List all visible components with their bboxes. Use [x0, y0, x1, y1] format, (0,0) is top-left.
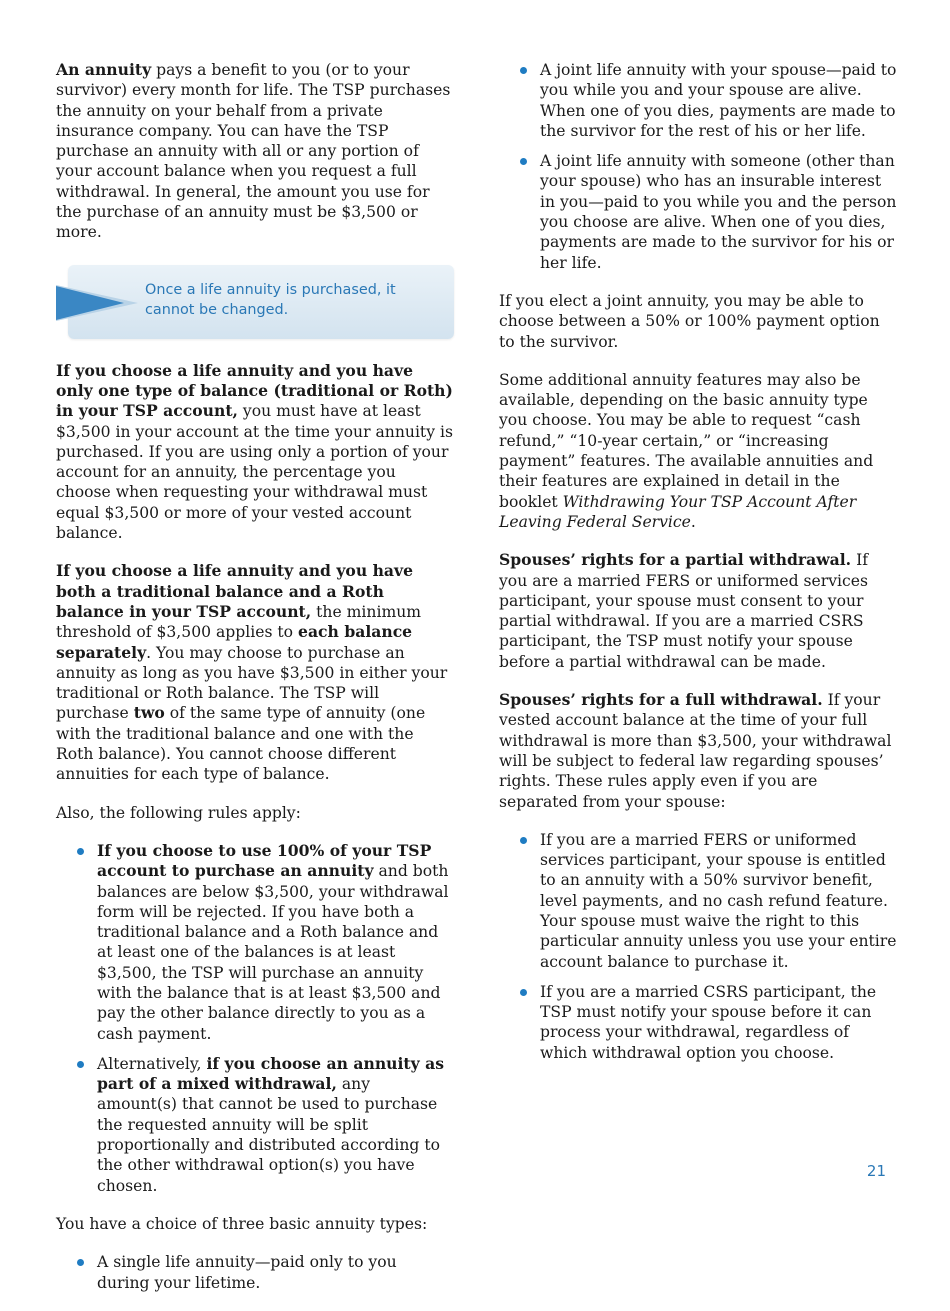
rules-list	[56, 841, 454, 1196]
rules-intro: Also, the following rules apply:	[56, 803, 301, 822]
spouse-rules-list	[499, 830, 899, 1063]
joint-option-paragraph: If you elect a joint annuity, you may be able to choose between a 50% or 100% payment option to the survivor.	[499, 291, 880, 351]
full-withdrawal-paragraph: Spouses’ rights for a full withdrawal. If your vested account balance at the time of your full withdrawal is more than $3,500, your withdrawal will be subject to federal law regarding spouses’ rights. These rules apply even if you are separated from your spouse:	[499, 690, 892, 811]
annuity-types-list-continued	[499, 60, 899, 273]
page-number: 21	[866, 1162, 886, 1180]
both-balances-paragraph: If you choose a life annuity and you have both a traditional balance and a Roth balance in your TSP account, the minimum threshold of $3,500 applies to each balance separately. You may choose to purchase an annuity as long as you have $3,500 in either your traditional or Roth balance. The TSP will purchase two of the same type of annuity (one with the traditional balance and one with the Roth balance). You cannot choose different annuities for each type of balance.	[56, 561, 448, 784]
left-column	[56, 60, 454, 1311]
annuity-types-list	[56, 1252, 454, 1293]
list-item: A joint life annuity with your spouse—paid to you while you and your spouse are alive. When one of you dies, payments are made to the survivor for the rest of his or her life.	[499, 60, 899, 141]
booklet-title: Withdrawing Your TSP Account After Leaving Federal Service	[499, 492, 857, 531]
annuity-intro-paragraph: An annuity pays a benefit to you (or to your survivor) every month for life. The TSP purchases the annuity on your behalf from a private insurance company. You can have the TSP purchase an annuity with all or any portion of your account balance when you request a full withdrawal. In general, the amount you use for the purchase of an annuity must be $3,500 or more.	[56, 60, 451, 242]
callout-box	[68, 265, 454, 339]
features-paragraph: Some additional annuity features may also be available, depending on the basic annuity type you choose. You may be able to request “cash refund,” “10-year certain,” or “increasing payment” features. The available annuities and their features are explained in detail in the booklet Withdrawing Your TSP Account After Leaving Federal Service.	[499, 370, 874, 531]
one-balance-paragraph: If you choose a life annuity and you have only one type of balance (traditional or Roth) in your TSP account, you must have at least $3,500 in your account at the time your annuity is purchased. If you are using only a portion of your account for an annuity, the percentage you choose when requesting your withdrawal must equal $3,500 or more of your vested account balance.	[56, 360, 453, 543]
right-column	[499, 60, 899, 1081]
partial-withdrawal-paragraph: Spouses’ rights for a partial withdrawal. If you are a married FERS or uniformed services participant, your spouse must consent to your partial withdrawal. If you are a married CSRS participant, the TSP must notify your spouse before a partial withdrawal can be made.	[499, 550, 869, 671]
list-item: If you are a married FERS or uniformed services participant, your spouse is entitled to an annuity with a 50% survivor benefit, level payments, and no cash refund feature. Your spouse must waive the right to this particular annuity unless you use your entire account balance to purchase it.	[499, 830, 899, 972]
list-item: A joint life annuity with someone (other than your spouse) who has an insurable interest in you—paid to you while you and the person you choose are alive. When one of you dies, payments are made to the survivor for his or her life.	[499, 151, 899, 273]
list-item: Alternatively, if you choose an annuity as part of a mixed withdrawal, any amount(s) that cannot be used to purchase the requested annuity will be split proportionally and distributed according to the other withdrawal option(s) you have chosen.	[56, 1054, 454, 1196]
list-item: A single life annuity—paid only to you during your lifetime.	[56, 1252, 454, 1293]
callout-text: Once a life annuity is purchased, it cannot be changed.	[145, 281, 396, 318]
list-item: If you are a married CSRS participant, the TSP must notify your spouse before it can process your withdrawal, regardless of which withdrawal option you choose.	[499, 982, 899, 1063]
list-item: If you choose to use 100% of your TSP account to purchase an annuity and both balances are below $3,500, your withdrawal form will be rejected. If you have both a traditional balance and a Roth balance and at least one of the balances is at least $3,500, the TSP will purchase an annuity with the balance that is at least $3,500 and pay the other balance directly to you as a cash payment.	[56, 841, 454, 1044]
annuity-types-intro: You have a choice of three basic annuity types:	[56, 1214, 428, 1233]
arrow-icon	[56, 283, 138, 323]
